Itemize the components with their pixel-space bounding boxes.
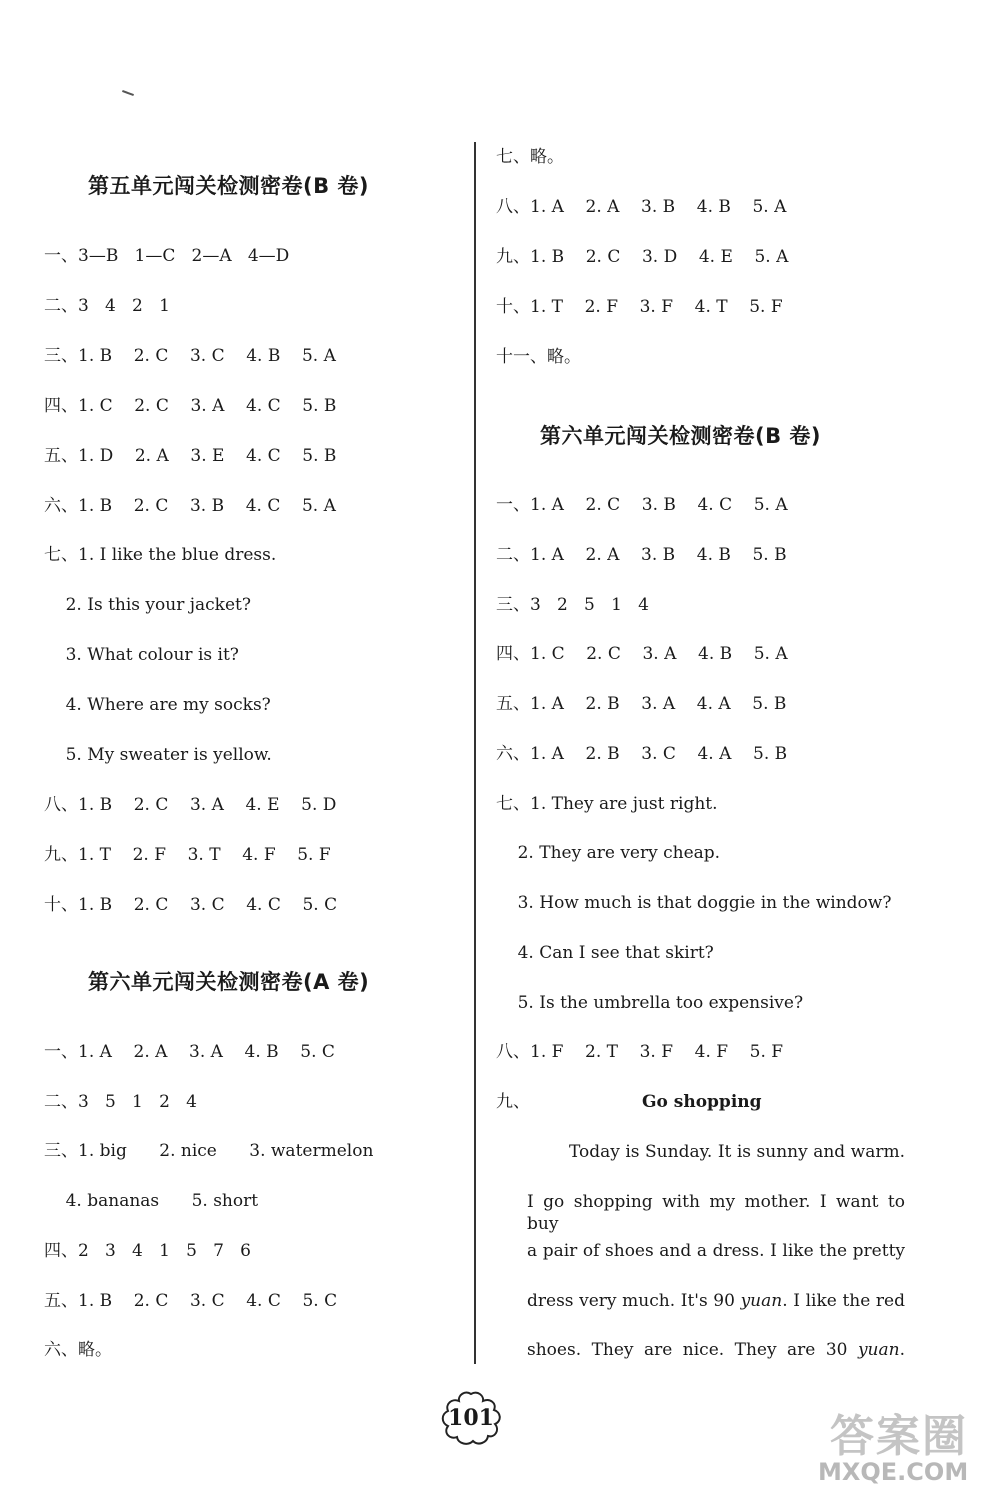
answer-line: 十、1. T 2. F 3. F 4. T 5. F	[496, 297, 783, 317]
essay-line: shoes. They are nice. They are 30 yuan.	[527, 1340, 905, 1360]
answer-line: 六、1. B 2. C 3. B 4. C 5. A	[44, 495, 336, 516]
answer-line: 4. Can I see that skirt?	[496, 942, 714, 963]
answer-line: 2. Is this your jacket?	[44, 595, 251, 616]
page-number-badge	[438, 1390, 504, 1446]
answer-line: 二、3 4 2 1	[44, 295, 170, 316]
answer-line: 二、3 5 1 2 4	[44, 1091, 197, 1112]
answer-line: 4. bananas 5. short	[44, 1191, 259, 1212]
answer-line: 四、1. C 2. C 3. A 4. C 5. B	[44, 395, 337, 416]
answer-line: 三、1. big 2. nice 3. watermelon	[44, 1141, 374, 1162]
essay-line: Today is Sunday. It is sunny and warm.	[569, 1142, 905, 1162]
essay-question-label: 九、	[496, 1092, 530, 1112]
essay-line: dress very much. It's 90 yuan. I like the red	[527, 1290, 905, 1311]
answer-line: 四、2 3 4 1 5 7 6	[44, 1240, 251, 1261]
answer-line: 一、1. A 2. A 3. A 4. B 5. C	[44, 1042, 335, 1062]
answer-line: 4. Where are my socks?	[44, 695, 271, 716]
section-title-unit6-a: 第六单元闯关检测密卷(A 卷)	[88, 970, 370, 994]
answer-line: 八、1. A 2. A 3. B 4. B 5. A	[496, 197, 787, 217]
answer-line: 三、1. B 2. C 3. C 4. B 5. A	[44, 345, 336, 366]
answer-line: 十一、略。	[496, 347, 581, 367]
answer-line: 五、1. B 2. C 3. C 4. C 5. C	[44, 1290, 338, 1311]
essay-line: I go shopping with my mother. I want to buy	[527, 1191, 905, 1234]
answer-line: 二、1. A 2. A 3. B 4. B 5. B	[496, 544, 787, 565]
answer-line: 七、略。	[496, 147, 564, 167]
answer-line: 3. What colour is it?	[44, 645, 239, 666]
answer-line: 九、1. B 2. C 3. D 4. E 5. A	[496, 247, 789, 267]
section-title-unit6-b: 第六单元闯关检测密卷(B 卷)	[540, 424, 822, 448]
watermark-logo-text: 答案圈	[830, 1411, 968, 1462]
answer-line: 六、1. A 2. B 3. C 4. A 5. B	[496, 743, 788, 764]
answer-line: 五、1. D 2. A 3. E 4. C 5. B	[44, 445, 337, 466]
column-divider	[474, 142, 476, 1364]
stray-mark	[122, 90, 134, 96]
answer-line: 八、1. F 2. T 3. F 4. F 5. F	[496, 1042, 784, 1063]
answer-line: 2. They are very cheap.	[496, 843, 721, 864]
answer-line: 六、略。	[44, 1340, 112, 1361]
answer-line: 四、1. C 2. C 3. A 4. B 5. A	[496, 644, 788, 665]
essay-line: a pair of shoes and a dress. I like the pretty	[527, 1241, 905, 1261]
answer-line: 十、1. B 2. C 3. C 4. C 5. C	[44, 894, 338, 915]
section-title-unit5-b: 第五单元闯关检测密卷(B 卷)	[88, 174, 370, 198]
page-number: 101	[448, 1405, 494, 1431]
watermark-logo	[810, 1400, 995, 1490]
answer-line: 五、1. A 2. B 3. A 4. A 5. B	[496, 694, 787, 714]
answer-line: 3. How much is that doggie in the window?	[496, 893, 892, 913]
answer-line: 5. Is the umbrella too expensive?	[496, 992, 804, 1013]
answer-line: 七、1. I like the blue dress.	[44, 545, 277, 566]
answer-line: 一、1. A 2. C 3. B 4. C 5. A	[496, 495, 788, 515]
watermark-site-text: MXQE.COM	[818, 1458, 969, 1486]
answer-line: 七、1. They are just right.	[496, 793, 718, 814]
answer-line: 5. My sweater is yellow.	[44, 745, 272, 765]
essay-title: Go shopping	[642, 1092, 762, 1112]
answer-line: 三、3 2 5 1 4	[496, 594, 649, 615]
answer-line: 一、3—B 1—C 2—A 4—D	[44, 246, 290, 266]
essay-body	[527, 1141, 905, 1389]
answer-line: 八、1. B 2. C 3. A 4. E 5. D	[44, 794, 337, 815]
answer-line: 九、1. T 2. F 3. T 4. F 5. F	[44, 844, 331, 865]
